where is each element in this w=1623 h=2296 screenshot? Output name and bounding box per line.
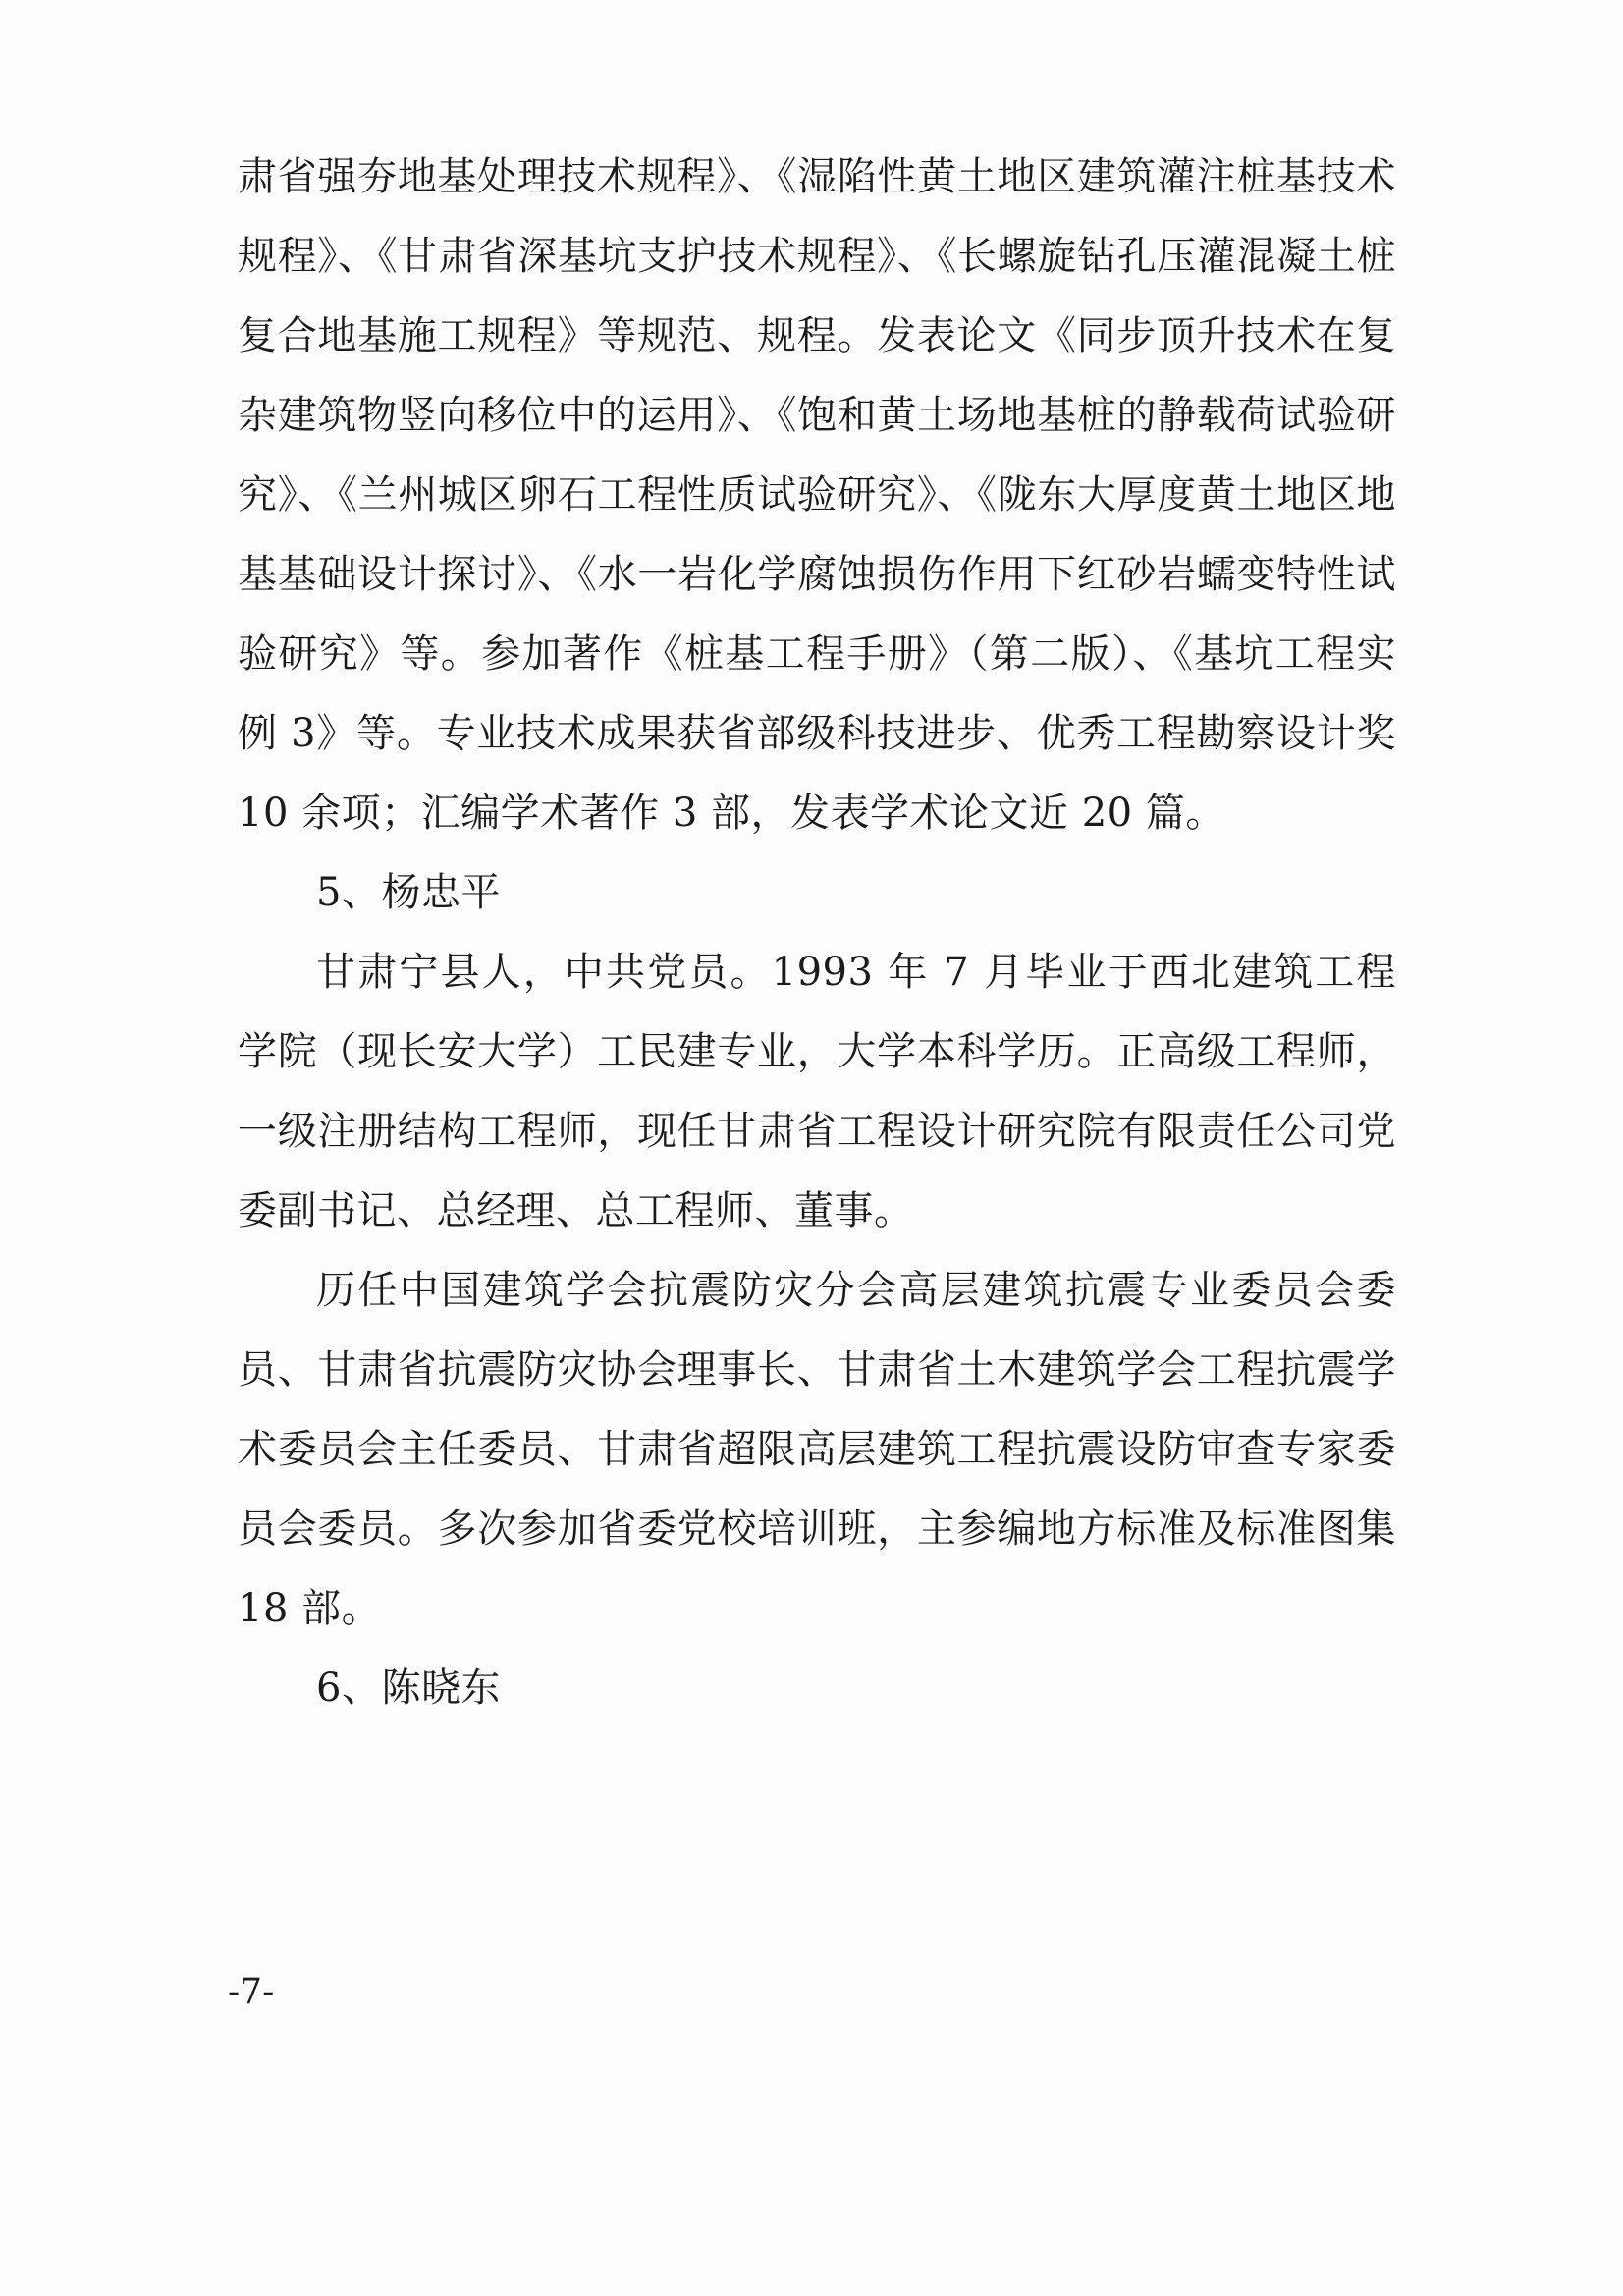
paragraph-yang-zhongping-bio: 甘肃宁县人，中共党员。1993 年 7 月毕业于西北建筑工程学院（现长安大学）工民建专业，大学本科学历。正高级工程师，一级注册结构工程师，现任甘肃省工程设计研究院有限责任公司党委副书记、总经理、总工程师、董事。 (238, 950, 1396, 1233)
page-body (238, 137, 1410, 1728)
paragraph-continued-credentials: 肃省强夯地基处理技术规程》、《湿陷性黄土地区建筑灌注桩基技术规程》、《甘肃省深基坑支护技术规程》、《长螺旋钻孔压灌混凝土桩复合地基施工规程》等规范、规程。发表论文《同步顶升技术在复杂建筑物竖向移位中的运用》、《饱和黄土场地基桩的静载荷试验研究》、《兰州城区卵石工程性质试验研究》、《陇东大厚度黄土地区地基基础设计探讨》、《水一岩化学腐蚀损伤作用下红砂岩蠕变特性试验研究》等。参加著作《桩基工程手册》（第二版）、《基坑工程实例 3》等。专业技术成果获省部级科技进步、优秀工程勘察设计奖 10 余项；汇编学术著作 3 部，发表学术论文近 20 篇。 (238, 154, 1410, 836)
paragraph-yang-zhongping-positions: 历任中国建筑学会抗震防灾分会高层建筑抗震专业委员会委员、甘肃省抗震防灾协会理事长、甘肃省土木建筑学会工程抗震学术委员会主任委员、甘肃省超限高层建筑工程抗震设防审查专家委员会委员。多次参加省委党校培训班，主参编地方标准及标准图集 18 部。 (238, 1268, 1410, 1631)
heading-item-6: 6、陈晓东 (316, 1666, 501, 1711)
heading-item-5: 5、杨忠平 (316, 870, 501, 915)
page-number: -7- (228, 1972, 275, 2012)
